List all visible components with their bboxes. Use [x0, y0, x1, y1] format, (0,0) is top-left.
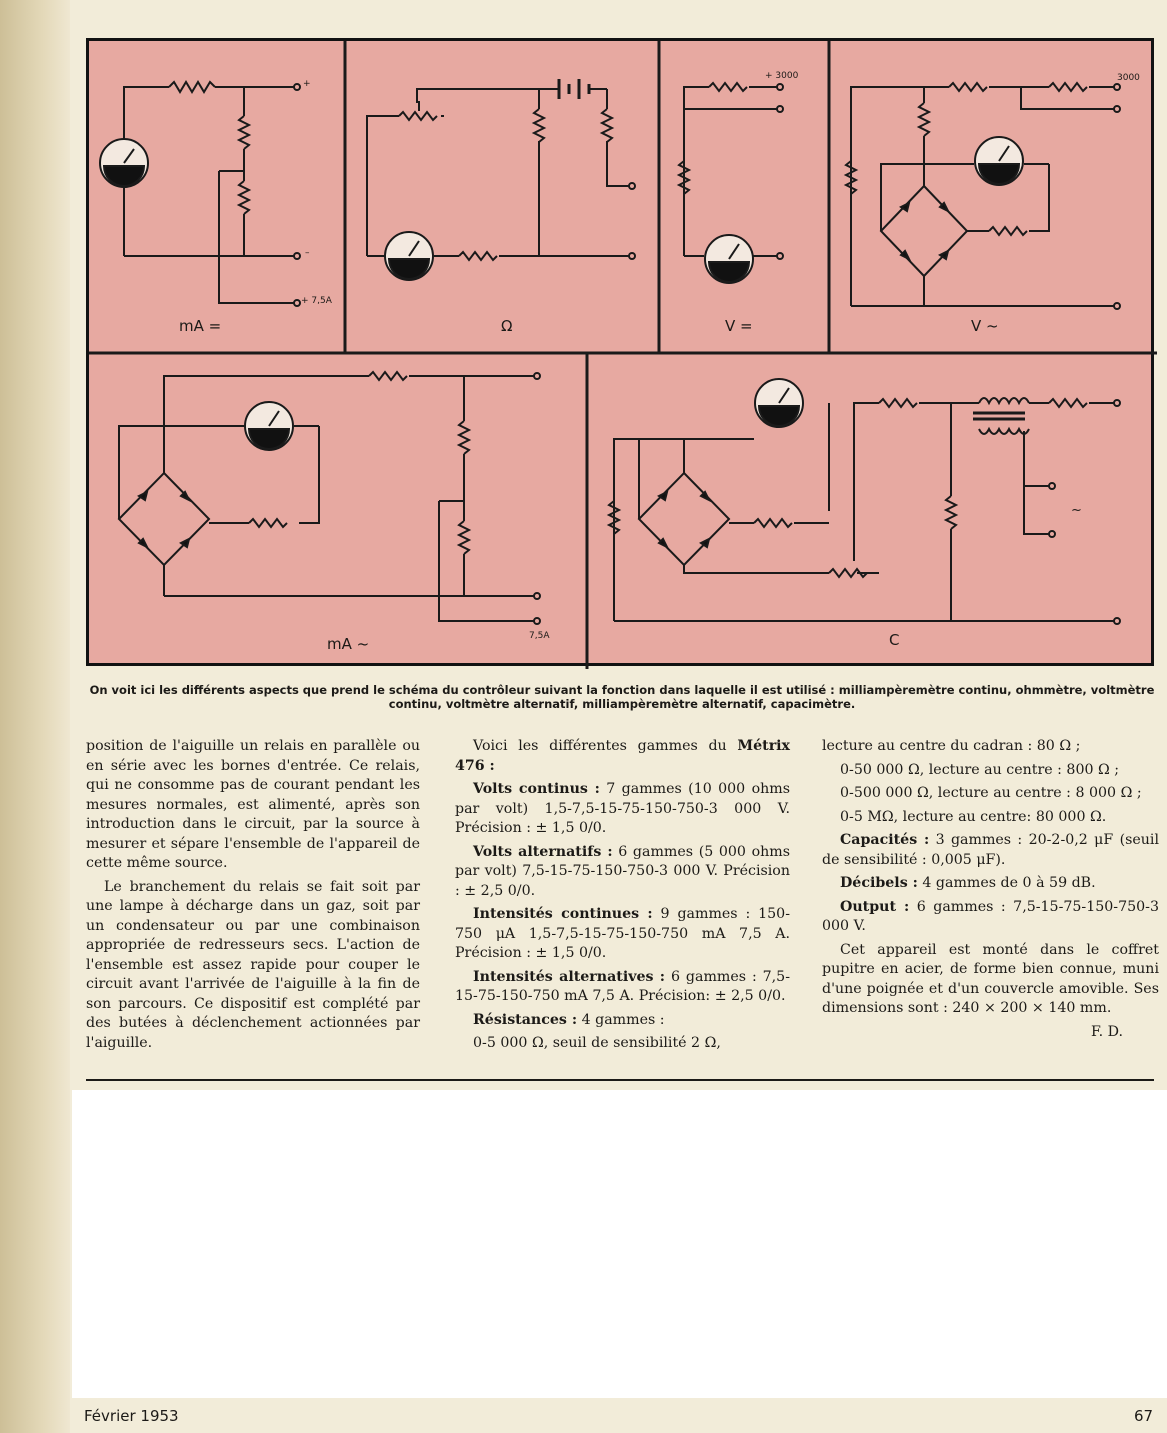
article-column-1: [86, 737, 420, 1057]
spec-resistance-range-1: 0-5 000 Ω, seuil de sensibilité 2 Ω,: [473, 1035, 721, 1051]
section-divider: [86, 1079, 1154, 1081]
terminal-ac: ~: [1071, 503, 1082, 518]
schematics-svg: [89, 41, 1157, 669]
terminal-plus-7-5a: + 7,5A: [301, 296, 332, 306]
spec-resistance-range-2: 0-50 000 Ω, lecture au centre : 800 Ω ;: [840, 761, 1120, 778]
article-column-3: [822, 737, 1159, 1046]
diagram-cap: [609, 379, 1120, 624]
label-ma-ac: mA ~: [327, 635, 370, 653]
diagram-ma-dc: [100, 82, 300, 306]
paragraph: Le branchement du relais se fait soit par une lampe à décharge dans un gaz, soit par un condensateur ou par une combinaison appropriée de redresseurs secs. L'action de l'ensemble est assez rapide pour couper le circuit avant l'arrivée de l'aiguille à la fin de son parcours. Ce dispositif est complété par des butées à déclenchement actionnées par l'aiguille.: [86, 878, 420, 1051]
label-ohm: Ω: [501, 317, 513, 335]
spec-resistance-range-4: 0-5 MΩ, lecture au centre: 80 000 Ω.: [840, 808, 1107, 825]
terminal-3000: 3000: [1117, 73, 1140, 83]
diagram-v-dc: [679, 83, 783, 283]
page-spine-shadow: [0, 0, 70, 1433]
spec-output: Output : 6 gammes : 7,5-15-75-150-750-3 000 V.: [822, 898, 1159, 934]
diagram-ohm: [367, 79, 635, 280]
spec-resistance-range-1-cont: lecture au centre du cadran : 80 Ω ;: [822, 738, 1081, 754]
schematics-panel: [86, 38, 1154, 666]
spec-current-ac: Intensités alternatives : 6 gammes : 7,5-15-75-150-750 mA 7,5 A. Précision: ± 2,5 0/0.: [455, 968, 790, 1004]
spec-resistance: Résistances : 4 gammes :: [473, 1011, 665, 1028]
spec-volts-ac: Volts alternatifs : 6 gammes (5 000 ohms par volt) 7,5-15-75-150-750-3 000 V. Précision : ± 2,5 0/0.: [455, 843, 790, 899]
paragraph-conclusion: Cet appareil est monté dans le coffret pupitre en acier, de forme bien connue, muni d'une poignée et d'un couvercle amovible. Ses dimensions sont : 240 × 200 × 140 mm.: [822, 941, 1159, 1016]
page-number: 67: [1134, 1407, 1154, 1425]
blank-area: [72, 1090, 1167, 1398]
paragraph-intro: Voici les différentes gammes du Métrix 476 :: [455, 738, 791, 774]
author-signature: F. D.: [1090, 1023, 1123, 1040]
spec-decibels: Décibels : 4 gammes de 0 à 59 dB.: [840, 875, 1096, 891]
label-capacitance: C: [889, 631, 900, 649]
label-v-ac: V ~: [971, 317, 999, 335]
paragraph: position de l'aiguille un relais en parallèle ou en série avec les bornes d'entrée. Ce relais, qui ne consomme pas de courant pendant les mesures normales, est alimenté, après son introduction dans le circuit, par la source à mesurer et sépare l'ensemble de l'appareil de cette même source.: [86, 738, 420, 871]
figure-caption: On voit ici les différents aspects que prend le schéma du contrôleur suivant la fonction dans laquelle il est utilisé : milliampèremètre continu, ohmmètre, voltmètre continu, voltmètre alternatif, milliampèremètre alternatif, capacimètre.: [89, 683, 1155, 711]
spec-capacitance: Capacités : 3 gammes : 20-2-0,2 μF (seuil de sensibilité : 0,005 μF).: [822, 832, 1159, 868]
footer-date: Février 1953: [84, 1407, 179, 1425]
terminal-7-5a: 7,5A: [529, 631, 550, 641]
diagram-v-ac: [846, 83, 1120, 309]
terminal-minus: –: [305, 248, 310, 258]
label-ma-dc: mA =: [179, 317, 222, 335]
spec-volts-dc: Volts continus : 7 gammes (10 000 ohms par volt) 1,5-7,5-15-75-150-750-3 000 V. Précision : ± 1,5 0/0.: [455, 781, 790, 836]
diagram-ma-ac: [119, 372, 540, 624]
terminal-plus-3000: + 3000: [765, 71, 799, 81]
label-v-dc: V =: [725, 317, 753, 335]
spec-current-dc: Intensités continues : 9 gammes : 150-750 μA 1,5-7,5-15-75-150-750 mA 7,5 A. Précision : ± 1,5 0/0.: [455, 906, 790, 961]
terminal-plus: +: [303, 79, 311, 89]
spec-resistance-range-3: 0-500 000 Ω, lecture au centre : 8 000 Ω ;: [840, 785, 1142, 801]
article-column-2: [455, 737, 790, 1058]
